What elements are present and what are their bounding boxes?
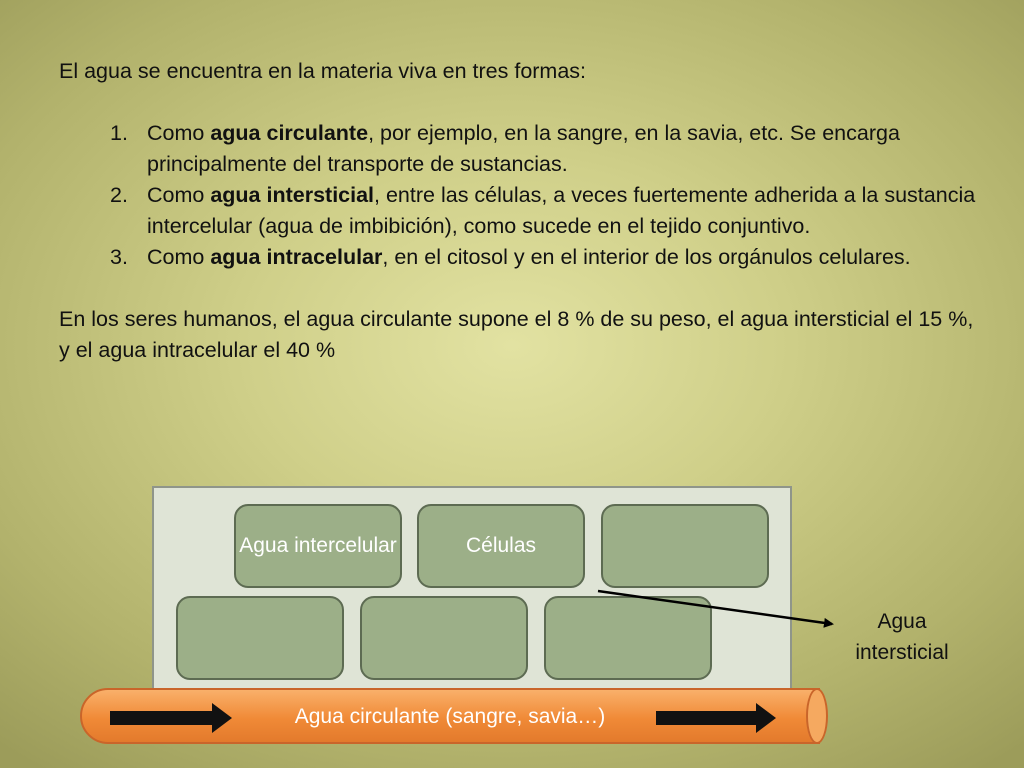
list-item-term: agua circulante xyxy=(210,121,369,145)
list-item-term: agua intracelular xyxy=(210,245,383,269)
flow-arrow-right xyxy=(656,703,776,733)
summary-text: En los seres humanos, el agua circulante supone el 8 % de su peso, el agua intersticial el 15 %, y el agua intracelular el 40 % xyxy=(59,307,974,362)
list-item-post: , por ejemplo, en la sangre, en la savia, etc. Se encarga principalmente del transporte de sustancias. xyxy=(147,121,900,176)
cell-label: Agua intercelular xyxy=(239,534,397,557)
list-item-pre: Como xyxy=(147,183,211,207)
list-item-post: , entre las células, a veces fuertemente adherida a la sustancia intercelular (agua de imbibición), como sucede en el tejido conjuntivo. xyxy=(147,183,976,238)
cell-label: Células xyxy=(465,534,537,557)
intro-text: El agua se encuentra en la materia viva en tres formas: xyxy=(59,59,587,83)
list-number: 3. xyxy=(110,245,128,269)
list-number: 2. xyxy=(110,183,128,207)
list-number: 1. xyxy=(110,121,128,145)
flow-arrow-left xyxy=(110,703,232,733)
list-item-pre: Como xyxy=(147,121,211,145)
tube-label: Agua circulante (sangre, savia…) xyxy=(294,705,606,728)
list-item-pre: Como xyxy=(147,245,211,269)
list-item-term: agua intersticial xyxy=(210,183,375,207)
interstitial-label: Agua intersticial xyxy=(855,610,949,664)
pointer-arrow xyxy=(598,591,832,624)
list-item-post: , en el citosol y en el interior de los orgánulos celulares. xyxy=(382,245,911,269)
